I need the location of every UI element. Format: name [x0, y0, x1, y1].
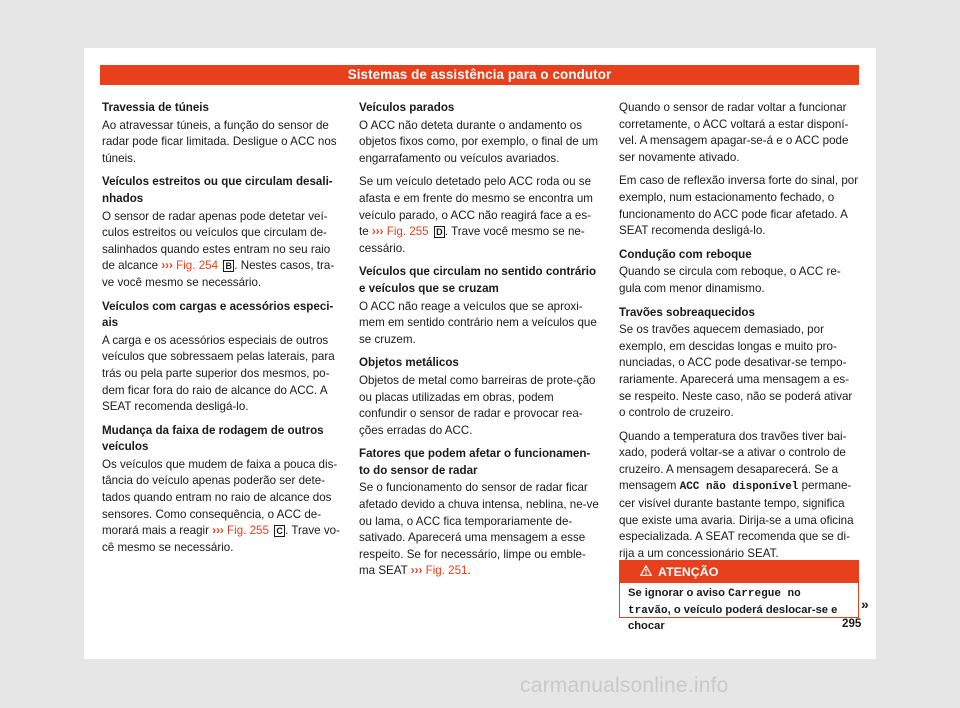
page-number: 295 — [842, 617, 862, 630]
paragraph-reflection: Em caso de reflexão inversa forte do sinal, por exemplo, num estacionamento fechado, o funcionamento do ACC pode ficar afetado. A SEAT recomenda desligá-lo. — [619, 174, 859, 238]
paragraph-cargo: A carga e os acessórios especiais de outros veículos que sobressaem pelas laterais, para trás ou pela parte superior dos mesmos, po-dem ficar fora do raio de alcance do ACC. A SEAT recomenda desligá-lo. — [102, 333, 335, 414]
heading-tunnels: Travessia de túneis — [102, 101, 209, 114]
warning-triangle-icon — [640, 562, 652, 584]
heading-radar-factors: Fatores que podem afetar o funcionamen-to do sensor de radar — [359, 447, 591, 477]
figure-link-255[interactable]: Fig. 255 — [227, 524, 269, 538]
paragraph-brake-cooldown: Quando a temperatura dos travões tiver bai-xado, poderá voltar-se a ativar o controlo de cruzeiro. A mensagem desaparecerá. Se a mensagem ACC não disponível permane-cer visível durante bastante tempo, significa que existe uma avaria. Dirija-se a uma oficina especializada. A SEAT recomenda que se di-rija a um concessionário SEAT. — [619, 429, 854, 560]
figure-label-badge: C — [274, 525, 285, 537]
figure-link-251[interactable]: Fig. 251 — [425, 564, 468, 578]
paragraph-radar-factors: Se o funcionamento do sensor de radar ficar afetado devido a chuva intensa, neblina, ne-ve ou lama, o ACC fica temporariamente de-sativado. Aparecerá uma mensagem a esse respeito. Se for necessário, limpe ou emble-ma SEAT ››› Fig. 251. — [359, 481, 599, 578]
warning-code: Carregue no travão — [628, 588, 801, 617]
column-3 — [619, 100, 859, 569]
heading-stopped-vehicles: Veículos parados — [359, 101, 455, 114]
watermark: carmanualsonline.info — [520, 674, 729, 697]
heading-metal-objects: Objetos metálicos — [359, 356, 459, 370]
paragraph-narrow-vehicles: O sensor de radar apenas pode detetar veí-culos estreitos ou veículos que circulam de-salinhados quando estes entram no seu raio de alcance ››› Fig. 254 B . Nestes casos, tra-ve você mesmo se necessário. — [102, 209, 335, 289]
heading-overheated-brakes: Travões sobreaquecidos — [619, 305, 755, 319]
ref-arrow: ››› — [161, 259, 173, 273]
section-header: Sistemas de assistência para o condutor — [100, 65, 859, 85]
ref-arrow: ››› — [410, 564, 423, 578]
warning-text: Se ignorar o aviso Carregue no travão, o veículo poderá deslocar-se e chocar — [628, 587, 838, 632]
warning-title: ATENÇÃO — [658, 565, 719, 579]
paragraph-oncoming: O ACC não reage a veículos que se aproxi-mem em sentido contrário nem a veículos que se cruzem. — [359, 299, 597, 346]
paragraph-metal-objects: Objetos de metal como barreiras de prote-ção ou placas utilizadas em obras, podem confundir o sensor de radar e provocar rea-ções erradas do ACC. — [359, 373, 596, 437]
column-2 — [359, 100, 599, 587]
warning-header — [620, 561, 858, 583]
figure-link-255[interactable]: Fig. 255 — [386, 225, 429, 239]
continue-marker: » — [861, 596, 869, 612]
paragraph-tunnels: Ao atravessar túneis, a função do sensor de radar pode ficar limitada. Desligue o ACC nos túneis. — [102, 118, 337, 165]
paragraph-radar-recovery: Quando o sensor de radar voltar a funcionar corretamente, o ACC voltará a estar disponí-vel. A mensagem apagar-se-á e o ACC pode ser novamente ativado. — [619, 101, 849, 164]
message-code: ACC não disponível — [679, 481, 799, 494]
figure-label-badge: B — [223, 260, 234, 272]
paragraph-stopped-2: Se um veículo detetado pelo ACC roda ou se afasta e em frente do mesmo se encontra um veículo parado, o ACC não reagirá face a es-te ››› Fig. 255 D . Trave você mesmo se ne-cessário. — [359, 175, 593, 255]
paragraph-stopped-1: O ACC não deteta durante o andamento os objetos fixos como, por exemplo, o final de um engarrafamento ou veículos avariados. — [359, 118, 599, 165]
figure-label-badge: D — [434, 226, 445, 238]
paragraph-towing: Quando se circula com reboque, o ACC re-gula com menor dinamismo. — [619, 265, 841, 295]
ref-arrow: ››› — [371, 225, 384, 239]
heading-narrow-vehicles: Veículos estreitos ou que circulam desali-nhados — [102, 175, 333, 205]
column-1 — [102, 100, 342, 563]
figure-link-254[interactable]: Fig. 254 — [176, 259, 219, 273]
heading-lane-change: Mudança da faixa de rodagem de outros veículos — [102, 423, 324, 454]
heading-cargo: Veículos com cargas e acessórios especi-ais — [102, 299, 334, 330]
paragraph-overheated-brakes: Se os travões aquecem demasiado, por exemplo, em descidas longas e muito pro-nunciadas, o ACC pode desativar-se tempo-rariamente. Aparecerá uma mensagem a es-se respeito. Neste caso, não se poderá ativar o controlo de cruzeiro. — [619, 323, 853, 420]
heading-towing: Condução com reboque — [619, 247, 752, 261]
paragraph-lane-change: Os veículos que mudem de faixa a pouca dis-tância do veículo apenas poderão ser dete-tados quando entram no raio de alcance dos sensores. Como consequência, o ACC de-morará mais a reagir ››› Fig. 255 C . Trave vo-cê mesmo se necessário. — [102, 457, 340, 554]
ref-arrow: ››› — [212, 524, 224, 538]
heading-oncoming: Veículos que circulam no sentido contrário e veículos que se cruzam — [359, 265, 597, 295]
